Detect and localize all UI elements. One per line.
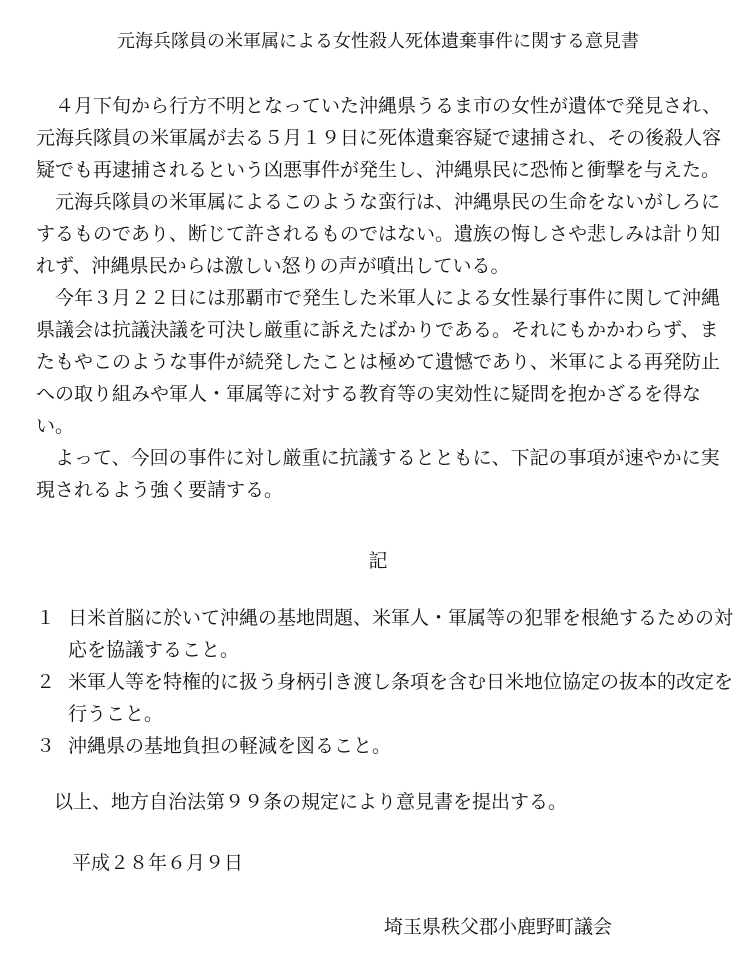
request-items: [36, 602, 736, 762]
item-text: 日米首脳に於いて沖縄の基地問題、米軍人・軍属等の犯罪を根絶するための対応を協議すること。: [68, 607, 734, 661]
signer-name: 埼玉県秩父郡小鹿野町議会: [384, 916, 613, 938]
paragraph-4: よって、今回の事件に対し厳重に抗議するとともに、下記の事項が速やかに実現されるよう強く要請する。: [36, 447, 720, 501]
item-text: 沖縄県の基地負担の軽減を図ること。: [68, 735, 392, 757]
paragraph-1: ４月下旬から行方不明となっていた沖縄県うるま市の女性が遺体で発見され、元海兵隊員の米軍属が去る５月１９日に死体遺棄容疑で逮捕され、その後殺人容疑でも再逮捕されるという凶悪事件が発生し、沖縄県民に恐怖と衝撃を与えた。: [36, 95, 722, 181]
item-text: 米軍人等を特権的に扱う身柄引き渡し条項を含む日米地位協定の抜本的改定を行うこと。: [68, 671, 734, 725]
closing-statement: 以上、地方自治法第９９条の規定により意見書を提出する。: [54, 791, 568, 813]
document-body: [36, 90, 736, 506]
document-title: 元海兵隊員の米軍属による女性殺人死体遺棄事件に関する意見書: [117, 31, 639, 52]
paragraph-3: 今年３月２２日には那覇市で発生した米軍人による女性暴行事件に関して沖縄県議会は抗議決議を可決し厳重に訴えたばかりである。それにもかかわらず、またもやこのような事件が続発したことは極めて遺憾であり、米軍による再発防止への取り組みや軍人・軍属等に対する教育等の実効性に疑問を抱かざるを得ない。: [36, 287, 721, 437]
request-item: [36, 666, 736, 730]
item-number: １: [36, 607, 56, 629]
document-date: 平成２８年６月９日: [72, 852, 244, 874]
request-item: [36, 602, 736, 666]
request-item: [36, 730, 736, 762]
item-number: ３: [36, 735, 56, 757]
item-number: ２: [36, 671, 56, 693]
ki-heading: 記: [368, 550, 388, 572]
paragraph-2: 元海兵隊員の米軍属によるこのような蛮行は、沖縄県民の生命をないがしろにするものであり、断じて許されるものではない。遺族の悔しさや悲しみは計り知れず、沖縄県民からは激しい怒りの声が噴出している。: [36, 191, 721, 277]
